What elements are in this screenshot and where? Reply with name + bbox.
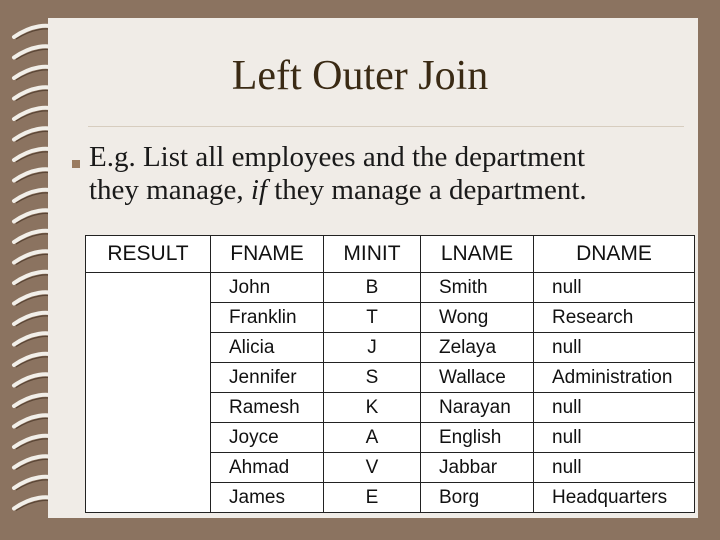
- cell-dname: Headquarters: [534, 483, 695, 513]
- cell-dname: Research: [534, 303, 695, 333]
- page-title: Left Outer Join: [231, 53, 489, 99]
- cell-lname: Smith: [421, 273, 534, 303]
- table-row: [86, 273, 695, 303]
- body-line-2-italic: if: [250, 174, 267, 206]
- header-lname: LNAME: [421, 236, 534, 273]
- cell-dname: null: [534, 273, 695, 303]
- cell-minit: V: [324, 453, 421, 483]
- cell-lname: Narayan: [421, 393, 534, 423]
- cell-fname: Joyce: [211, 423, 324, 453]
- cell-fname: James: [211, 483, 324, 513]
- cell-fname: Franklin: [211, 303, 324, 333]
- cell-minit: T: [324, 303, 421, 333]
- cell-lname: Borg: [421, 483, 534, 513]
- header-result: RESULT: [86, 236, 211, 273]
- header-fname: FNAME: [211, 236, 324, 273]
- result-cell: [86, 273, 211, 513]
- body-line-2: [89, 174, 699, 207]
- cell-lname: English: [421, 423, 534, 453]
- cell-minit: K: [324, 393, 421, 423]
- cell-minit: A: [324, 423, 421, 453]
- result-table: [85, 235, 695, 513]
- cell-dname: Administration: [534, 363, 695, 393]
- body-line-2-prefix: they manage,: [89, 174, 251, 206]
- bullet-square-icon: [72, 160, 80, 168]
- cell-lname: Zelaya: [421, 333, 534, 363]
- cell-minit: S: [324, 363, 421, 393]
- body-line-1: E.g. List all employees and the department: [89, 141, 586, 173]
- cell-dname: null: [534, 423, 695, 453]
- cell-fname: Jennifer: [211, 363, 324, 393]
- cell-dname: null: [534, 333, 695, 363]
- cell-dname: null: [534, 453, 695, 483]
- cell-fname: Ahmad: [211, 453, 324, 483]
- body-text: [89, 141, 699, 207]
- cell-lname: Wallace: [421, 363, 534, 393]
- table-header-row: [86, 236, 695, 273]
- header-minit: MINIT: [324, 236, 421, 273]
- cell-fname: John: [211, 273, 324, 303]
- title-divider: [88, 126, 684, 127]
- cell-fname: Ramesh: [211, 393, 324, 423]
- cell-fname: Alicia: [211, 333, 324, 363]
- cell-lname: Wong: [421, 303, 534, 333]
- header-dname: DNAME: [534, 236, 695, 273]
- cell-minit: J: [324, 333, 421, 363]
- cell-minit: B: [324, 273, 421, 303]
- cell-lname: Jabbar: [421, 453, 534, 483]
- cell-minit: E: [324, 483, 421, 513]
- body-line-2-suffix: they manage a department.: [266, 174, 587, 206]
- cell-dname: null: [534, 393, 695, 423]
